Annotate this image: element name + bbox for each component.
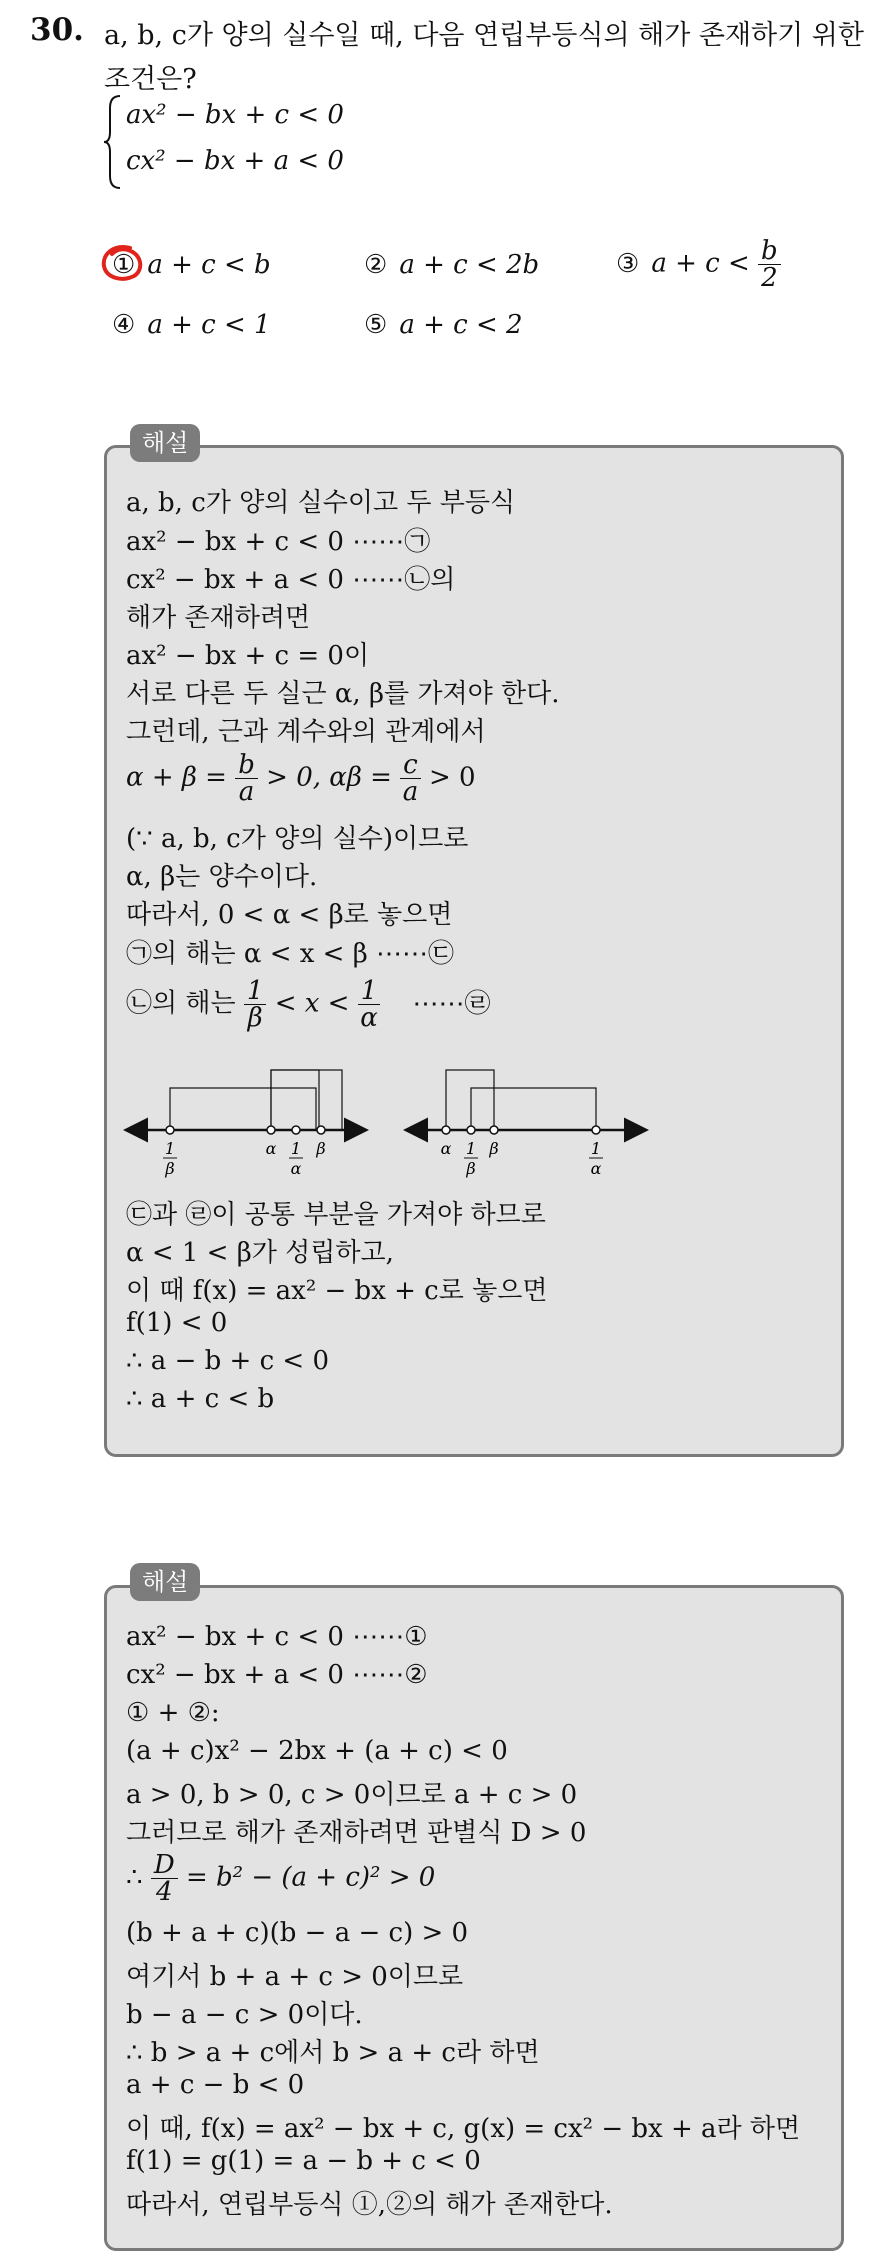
fig-label: 1: [465, 1139, 477, 1158]
sol2-tail: ⋯⋯㉣: [412, 988, 491, 1019]
choice-5[interactable]: [364, 310, 523, 340]
fig-label: β: [466, 1159, 476, 1178]
fig-label: 1: [164, 1139, 176, 1158]
sol1-line: 따라서, 0 < α < β로 놓으면: [126, 900, 453, 930]
choice-2-expr: a + c < 2b: [399, 250, 540, 280]
fraction-denominator: β: [247, 1003, 263, 1033]
sol1-reciprocal-solution: [126, 978, 491, 1031]
fraction-denominator: a: [402, 777, 419, 807]
sol1-line: ax² − bx + c = 0이: [126, 641, 370, 671]
number-line-left: [128, 1070, 364, 1178]
sol2-line: (b + a + c)(b − a − c) > 0: [126, 1918, 469, 1948]
sol2-lhs: ㉡의 해는: [126, 988, 236, 1019]
sol2-line: 따라서, 연립부등식 ①,②의 해가 존재한다.: [126, 2190, 613, 2220]
sol2-line: a + c − b < 0: [126, 2070, 305, 2100]
discriminant-line: [126, 1852, 435, 1905]
sol2-line: ① + ②:: [126, 1698, 220, 1728]
fraction-numerator: b: [758, 238, 781, 265]
sol1-line: (∵ a, b, c가 양의 실수)이므로: [126, 824, 469, 854]
sol1-line: cx² − bx + a < 0 ⋯⋯㉡의: [126, 565, 456, 595]
question-number: 30.: [30, 12, 84, 48]
sol1-line: α < 1 < β가 성립하고,: [126, 1238, 394, 1268]
therefore-sign: ∴: [126, 1862, 143, 1893]
choice-2-number: ②: [364, 250, 388, 280]
fig-label: α: [290, 1159, 302, 1178]
sol1-line: α, β는 양수이다.: [126, 862, 318, 892]
choice-4-number: ④: [112, 310, 136, 340]
vieta-sum-lhs: α + β =: [126, 762, 227, 793]
sol1-line: 그런데, 근과 계수와의 관계에서: [126, 717, 486, 747]
fraction-numerator: 1: [358, 978, 381, 1005]
question-text-line1: a, b, c가 양의 실수일 때, 다음 연립부등식의 해가 존재하기 위한: [104, 20, 864, 51]
system-eq-1: ax² − bx + c < 0: [126, 100, 344, 130]
inequality-system: [104, 92, 364, 192]
fraction-numerator: c: [400, 752, 421, 779]
sol1-line: 서로 다른 두 실근 α, β를 가져야 한다.: [126, 679, 560, 709]
sol2-line: ax² − bx + c < 0 ⋯⋯①: [126, 1622, 428, 1652]
choice-2[interactable]: [364, 250, 539, 280]
question-text-line2: 조건은?: [104, 64, 197, 95]
sol2-line: 이 때, f(x) = ax² − bx + c, g(x) = cx² − bx + a라 하면: [126, 2114, 801, 2144]
fig-label: α: [590, 1159, 602, 1178]
choice-3[interactable]: [616, 238, 781, 291]
fig-label: 1: [590, 1139, 602, 1158]
sol1-line: ∴ a − b + c < 0: [126, 1346, 329, 1376]
sol2-line: b − a − c > 0이다.: [126, 2000, 363, 2030]
vieta-prod-rhs: > 0: [429, 762, 476, 793]
sol2-line: cx² − bx + a < 0 ⋯⋯②: [126, 1660, 428, 1690]
choice-3-number: ③: [616, 248, 640, 279]
fig-label: 1: [290, 1139, 302, 1158]
disc-rhs: = b² − (a + c)² > 0: [185, 1862, 436, 1893]
choice-3-expr: a + c <: [651, 248, 750, 279]
vieta-sum-rhs: > 0, αβ =: [266, 762, 392, 793]
fraction-numerator: 1: [244, 978, 267, 1005]
d-over-4: [151, 1852, 178, 1905]
fraction-denominator: 2: [761, 263, 778, 293]
sol1-line: 이 때 f(x) = ax² − bx + c로 놓으면: [126, 1276, 548, 1306]
choice-3-fraction: [758, 238, 781, 291]
sol2-mid: < x <: [274, 988, 350, 1019]
solution-label-2: 해설: [130, 1563, 200, 1601]
one-over-beta: [244, 978, 267, 1031]
left-brace-icon: [104, 92, 124, 192]
sol2-line: 여기서 b + a + c > 0이므로: [126, 1962, 464, 1992]
choice-4-expr: a + c < 1: [147, 310, 271, 340]
fraction-denominator: a: [238, 777, 255, 807]
question-text: [104, 14, 874, 102]
fraction-numerator: b: [235, 752, 258, 779]
sol1-line: f(1) < 0: [126, 1308, 228, 1338]
system-eq-2: cx² − bx + a < 0: [126, 146, 344, 176]
fig-label: β: [489, 1139, 499, 1158]
fraction-denominator: α: [360, 1003, 378, 1033]
choice-1-number: ①: [112, 250, 136, 280]
choice-1[interactable]: [112, 250, 271, 280]
sol1-line: a, b, c가 양의 실수이고 두 부등식: [126, 488, 516, 518]
sol2-line: (a + c)x² − 2bx + (a + c) < 0: [126, 1736, 508, 1766]
fig-label: α: [440, 1139, 452, 1158]
choice-5-expr: a + c < 2: [399, 310, 523, 340]
number-line-figure: [120, 1060, 680, 1190]
sol1-line: ㉢과 ㉣이 공통 부분을 가져야 하므로: [126, 1200, 546, 1230]
one-over-alpha: [358, 978, 381, 1031]
sol1-line: ∴ a + c < b: [126, 1384, 275, 1414]
fraction-numerator: D: [151, 1852, 178, 1879]
choice-1-expr: a + c < b: [147, 250, 271, 280]
solution-label-1: 해설: [130, 424, 200, 462]
sol2-line: 그러므로 해가 존재하려면 판별식 D > 0: [126, 1818, 587, 1848]
sol2-line: a > 0, b > 0, c > 0이므로 a + c > 0: [126, 1780, 578, 1810]
vieta-prod-fraction: [400, 752, 421, 805]
fraction-denominator: 4: [155, 1877, 173, 1907]
sol2-line: f(1) = g(1) = a − b + c < 0: [126, 2146, 481, 2176]
sol1-line: ㉠의 해는 α < x < β ⋯⋯㉢: [126, 939, 455, 969]
fig-label: β: [165, 1159, 175, 1178]
fig-label: β: [316, 1139, 326, 1158]
sol1-line: 해가 존재하려면: [126, 603, 311, 633]
choice-4[interactable]: [112, 310, 271, 340]
vieta-relations: [126, 752, 476, 805]
vieta-sum-fraction: [235, 752, 258, 805]
fig-label: α: [265, 1139, 277, 1158]
number-line-right: [408, 1070, 644, 1178]
sol1-line: ax² − bx + c < 0 ⋯⋯㉠: [126, 527, 431, 557]
sol2-line: ∴ b > a + c에서 b > a + c라 하면: [126, 2038, 540, 2068]
choice-5-number: ⑤: [364, 310, 388, 340]
